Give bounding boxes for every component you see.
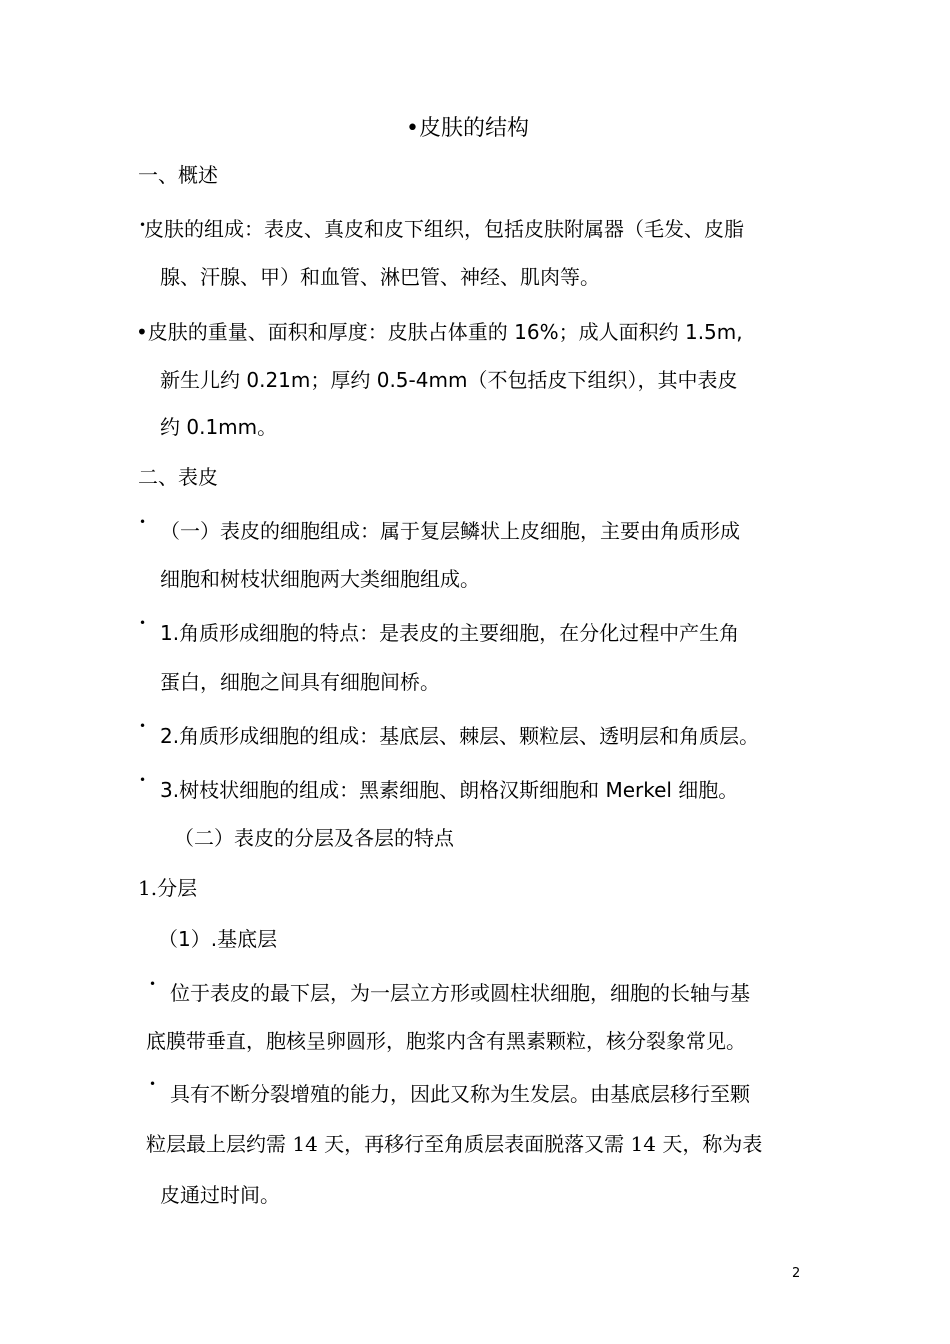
paragraph-line: 3.树枝状细胞的组成：黑素细胞、朗格汉斯细胞和 Merkel 细胞。: [160, 778, 739, 802]
bullet-icon: •: [139, 616, 147, 630]
paragraph-line: 皮通过时间。: [160, 1183, 280, 1207]
bullet-icon: •: [139, 515, 147, 529]
heading-basal-layer: （1）.基底层: [158, 927, 278, 951]
paragraph-line: •皮肤的重量、面积和厚度：皮肤占体重的 16%；成人面积约 1.5m,: [136, 320, 743, 344]
page-number: 2: [792, 1266, 801, 1281]
heading-fenceng: 1.分层: [138, 876, 198, 900]
subsection-heading-layers: （二）表皮的分层及各层的特点: [174, 826, 454, 850]
paragraph-line: 新生儿约 0.21m；厚约 0.5-4mm（不包括皮下组织），其中表皮: [160, 368, 738, 392]
paragraph-line: 1.角质形成细胞的特点：是表皮的主要细胞，在分化过程中产生角: [160, 621, 740, 645]
page-title: •皮肤的结构: [406, 116, 529, 141]
bullet-icon: •: [139, 218, 147, 232]
bullet-icon: •: [149, 977, 157, 991]
section-heading-overview: 一、概述: [138, 163, 218, 187]
paragraph-line: 粒层最上层约需 14 天，再移行至角质层表面脱落又需 14 天，称为表: [146, 1132, 763, 1156]
paragraph-line: 2.角质形成细胞的组成：基底层、棘层、颗粒层、透明层和角质层。: [160, 724, 760, 748]
bullet-icon: •: [139, 719, 147, 733]
paragraph-line: 具有不断分裂增殖的能力，因此又称为生发层。由基底层移行至颗: [170, 1082, 750, 1106]
paragraph-line: 位于表皮的最下层，为一层立方形或圆柱状细胞，细胞的长轴与基: [170, 981, 750, 1005]
paragraph-line: 蛋白，细胞之间具有细胞间桥。: [160, 670, 440, 694]
section-heading-epidermis: 二、表皮: [138, 465, 218, 489]
paragraph-line: 约 0.1mm。: [160, 415, 278, 439]
paragraph-line: 细胞和树枝状细胞两大类细胞组成。: [160, 567, 480, 591]
bullet-icon: •: [149, 1077, 157, 1091]
paragraph-line: 皮肤的组成：表皮、真皮和皮下组织，包括皮肤附属器（毛发、皮脂: [144, 217, 744, 241]
paragraph-line: 腺、汗腺、甲）和血管、淋巴管、神经、肌肉等。: [160, 265, 600, 289]
paragraph-line: （一）表皮的细胞组成：属于复层鳞状上皮细胞，主要由角质形成: [160, 519, 740, 543]
paragraph-line: 底膜带垂直，胞核呈卵圆形，胞浆内含有黑素颗粒，核分裂象常见。: [146, 1029, 746, 1053]
bullet-icon: •: [139, 773, 147, 787]
